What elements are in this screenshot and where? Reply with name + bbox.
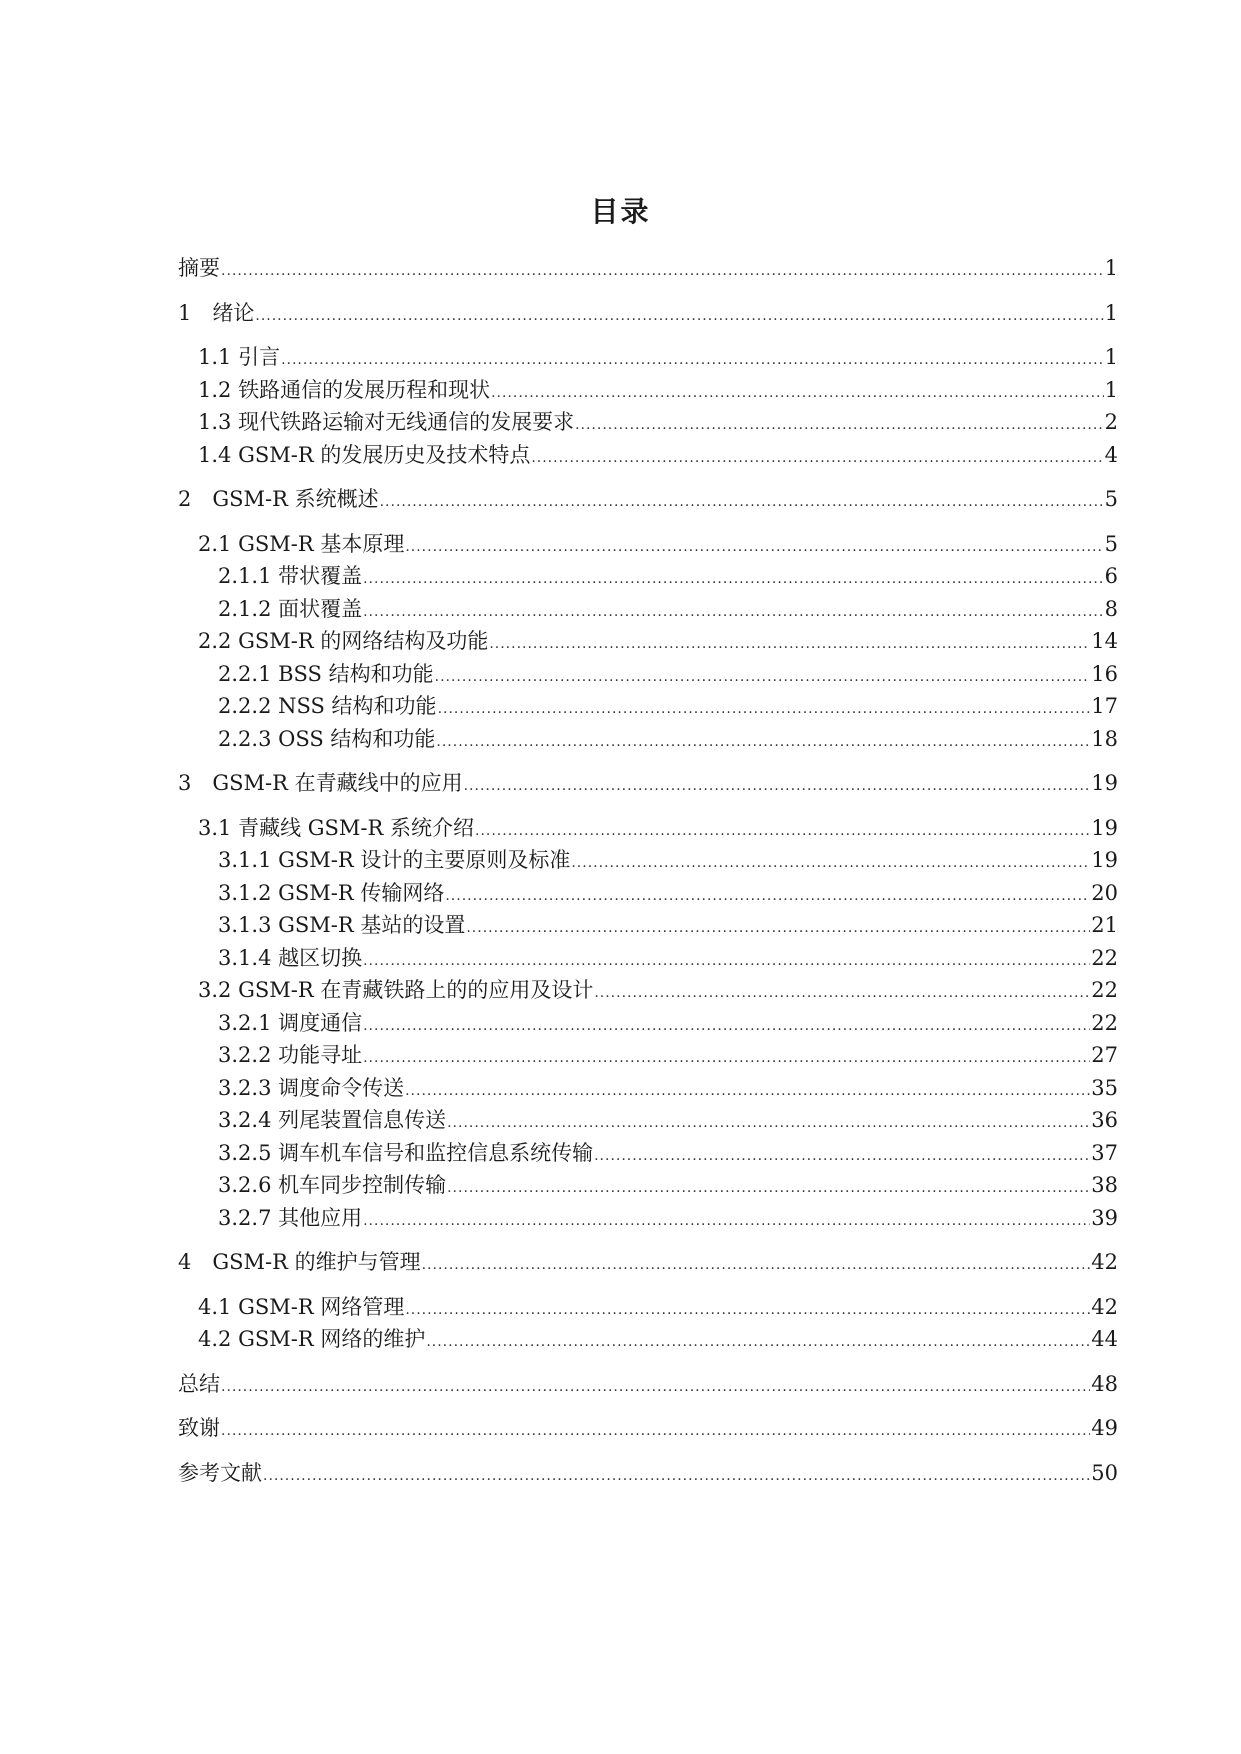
toc-entry[interactable] xyxy=(178,1007,1118,1040)
dot-leader xyxy=(221,1412,1090,1448)
toc-entry-label: 3.1 青藏线 GSM-R 系统介绍 xyxy=(198,815,474,840)
toc-entry-page-number: 6 xyxy=(1104,564,1118,588)
dot-leader xyxy=(575,406,1104,442)
toc-entry[interactable] xyxy=(178,1104,1118,1137)
toc-entry-label: 1.4 GSM-R 的发展历史及技术特点 xyxy=(198,442,531,467)
dot-leader xyxy=(263,1457,1090,1493)
toc-entry[interactable] xyxy=(178,1412,1118,1445)
toc-entry-page-number: 19 xyxy=(1091,815,1118,840)
toc-entry-label: 致谢 xyxy=(178,1416,220,1440)
toc-entry[interactable] xyxy=(178,1323,1118,1356)
toc-entry-page-number: 19 xyxy=(1091,848,1118,872)
dot-leader xyxy=(436,723,1090,759)
toc-entry[interactable] xyxy=(178,483,1118,516)
dot-leader xyxy=(221,1368,1090,1404)
toc-entry-page-number: 14 xyxy=(1091,629,1118,653)
toc-entry-label: 3.1.1 GSM-R 设计的主要原则及标准 xyxy=(218,848,571,872)
toc-entry-page-number: 35 xyxy=(1091,1075,1118,1100)
dot-leader xyxy=(594,1137,1090,1173)
dot-leader xyxy=(363,1007,1090,1043)
dot-leader xyxy=(405,1072,1090,1108)
toc-entry-page-number: 8 xyxy=(1104,596,1118,621)
dot-leader xyxy=(466,909,1090,945)
toc-entry-label: 2.1.1 带状覆盖 xyxy=(218,564,363,588)
toc-entry-label: 4.2 GSM-R 网络的维护 xyxy=(198,1327,426,1351)
toc-entry-label: 1.1 引言 xyxy=(198,345,281,369)
toc-entry-page-number: 16 xyxy=(1091,661,1118,686)
dot-leader xyxy=(221,252,1104,288)
dot-leader xyxy=(464,767,1091,803)
toc-entry-page-number: 2 xyxy=(1104,410,1118,434)
dot-leader xyxy=(438,690,1091,726)
toc-entry-page-number: 1 xyxy=(1104,256,1118,280)
toc-entry-label: 4.1 GSM-R 网络管理 xyxy=(198,1294,405,1319)
toc-entry-label: 3.2.5 调车机车信号和监控信息系统传输 xyxy=(218,1140,594,1165)
page-title: 目录 xyxy=(590,195,651,228)
dot-leader xyxy=(363,1039,1090,1075)
toc-entry[interactable] xyxy=(178,767,1118,800)
dot-leader xyxy=(489,625,1090,661)
dot-leader xyxy=(363,1202,1090,1238)
toc-entry[interactable] xyxy=(178,909,1118,942)
toc-entry[interactable] xyxy=(178,1072,1118,1105)
toc-entry[interactable] xyxy=(178,1457,1118,1490)
toc-entry[interactable] xyxy=(178,812,1118,845)
toc-entry[interactable] xyxy=(178,942,1118,975)
toc-entry-label: 摘要 xyxy=(178,256,220,280)
dot-leader xyxy=(447,1169,1090,1205)
toc-entry-page-number: 49 xyxy=(1091,1416,1118,1440)
toc-entry-page-number: 1 xyxy=(1104,300,1118,325)
toc-entry-label: 2.2.2 NSS 结构和功能 xyxy=(218,694,437,718)
toc-entry[interactable] xyxy=(178,625,1118,658)
toc-entry[interactable] xyxy=(178,1246,1118,1279)
toc-entry[interactable] xyxy=(178,406,1118,439)
toc-entry-label: 2.2.3 OSS 结构和功能 xyxy=(218,726,436,751)
dot-leader xyxy=(447,1104,1090,1140)
toc-entry[interactable] xyxy=(178,593,1118,626)
dot-leader xyxy=(281,341,1104,377)
toc-entry-page-number: 27 xyxy=(1091,1043,1118,1067)
toc-entry[interactable] xyxy=(178,439,1118,472)
toc-entry-page-number: 17 xyxy=(1091,694,1118,718)
toc-entry-page-number: 42 xyxy=(1091,1250,1118,1274)
dot-leader xyxy=(531,439,1103,475)
toc-entry-label: 2.2 GSM-R 的网络结构及功能 xyxy=(198,629,489,653)
toc-entry-label: 2.1.2 面状覆盖 xyxy=(218,596,363,621)
toc-entry-page-number: 39 xyxy=(1091,1205,1118,1230)
toc-entry[interactable] xyxy=(178,1202,1118,1235)
toc-entry-label: 3.1.2 GSM-R 传输网络 xyxy=(218,880,445,905)
toc-entry-page-number: 44 xyxy=(1091,1327,1118,1351)
dot-leader xyxy=(426,1323,1090,1359)
toc-entry-label: 3.1.4 越区切换 xyxy=(218,945,363,970)
toc-entry[interactable] xyxy=(178,690,1118,723)
toc-entry-label: 2.1 GSM-R 基本原理 xyxy=(198,531,405,556)
dot-leader xyxy=(491,374,1104,410)
toc-entry-label: 3 GSM-R 在青藏线中的应用 xyxy=(178,771,463,795)
toc-entry[interactable] xyxy=(178,374,1118,407)
toc-entry-page-number: 38 xyxy=(1091,1173,1118,1197)
toc-entry[interactable] xyxy=(178,1137,1118,1170)
toc-entry-page-number: 1 xyxy=(1104,377,1118,402)
dot-leader xyxy=(475,812,1090,848)
toc-entry-label: 3.2.3 调度命令传送 xyxy=(218,1075,405,1100)
toc-entry-label: 3.2.7 其他应用 xyxy=(218,1205,363,1230)
toc-entry[interactable] xyxy=(178,844,1118,877)
toc-entry-page-number: 22 xyxy=(1091,978,1118,1002)
toc-entry[interactable] xyxy=(178,1039,1118,1072)
toc-entry[interactable] xyxy=(178,252,1118,285)
toc-entry-label: 1 绪论 xyxy=(178,300,255,325)
toc-entry[interactable] xyxy=(178,341,1118,374)
toc-entry-label: 3.1.3 GSM-R 基站的设置 xyxy=(218,913,466,937)
toc-entry-label: 2.2.1 BSS 结构和功能 xyxy=(218,661,434,686)
dot-leader xyxy=(405,528,1103,564)
toc-entry-label: 4 GSM-R 的维护与管理 xyxy=(178,1250,421,1274)
toc-entry[interactable] xyxy=(178,1169,1118,1202)
dot-leader xyxy=(363,593,1104,629)
toc-entry-label: 3.2.1 调度通信 xyxy=(218,1010,363,1035)
toc-entry-label: 参考文献 xyxy=(178,1460,262,1485)
table-of-contents xyxy=(178,252,1118,1489)
toc-entry-page-number: 42 xyxy=(1091,1294,1118,1319)
dot-leader xyxy=(255,297,1103,333)
toc-entry-label: 3.2 GSM-R 在青藏铁路上的的应用及设计 xyxy=(198,978,594,1002)
toc-entry-page-number: 5 xyxy=(1104,487,1118,511)
toc-entry-page-number: 5 xyxy=(1104,531,1118,556)
toc-entry-label: 总结 xyxy=(178,1371,220,1396)
dot-leader xyxy=(405,1291,1090,1327)
toc-entry-page-number: 50 xyxy=(1091,1460,1118,1485)
toc-entry[interactable] xyxy=(178,658,1118,691)
toc-entry-label: 3.2.2 功能寻址 xyxy=(218,1043,363,1067)
dot-leader xyxy=(445,877,1090,913)
dot-leader xyxy=(571,844,1090,880)
toc-entry-page-number: 4 xyxy=(1104,442,1118,467)
toc-entry-label: 3.2.6 机车同步控制传输 xyxy=(218,1173,447,1197)
dot-leader xyxy=(594,974,1090,1010)
toc-entry-page-number: 22 xyxy=(1091,1010,1118,1035)
toc-entry-page-number: 19 xyxy=(1091,771,1118,795)
toc-entry-label: 2 GSM-R 系统概述 xyxy=(178,487,379,511)
toc-entry-page-number: 1 xyxy=(1104,345,1118,369)
toc-entry-page-number: 18 xyxy=(1091,726,1118,751)
toc-entry-page-number: 22 xyxy=(1091,945,1118,970)
toc-entry[interactable] xyxy=(178,297,1118,330)
toc-entry[interactable] xyxy=(178,1368,1118,1401)
dot-leader xyxy=(363,560,1104,596)
toc-entry[interactable] xyxy=(178,974,1118,1007)
toc-entry-label: 1.2 铁路通信的发展历程和现状 xyxy=(198,377,491,402)
toc-entry-page-number: 20 xyxy=(1091,880,1118,905)
dot-leader xyxy=(435,658,1091,694)
toc-entry-page-number: 37 xyxy=(1091,1140,1118,1165)
toc-entry[interactable] xyxy=(178,877,1118,910)
toc-entry[interactable] xyxy=(178,560,1118,593)
dot-leader xyxy=(422,1246,1091,1282)
dot-leader xyxy=(363,942,1090,978)
toc-entry-label: 1.3 现代铁路运输对无线通信的发展要求 xyxy=(198,410,575,434)
toc-entry-page-number: 36 xyxy=(1091,1108,1118,1132)
toc-entry-page-number: 48 xyxy=(1091,1371,1118,1396)
toc-entry[interactable] xyxy=(178,723,1118,756)
dot-leader xyxy=(380,483,1104,519)
toc-entry[interactable] xyxy=(178,528,1118,561)
toc-entry-page-number: 21 xyxy=(1091,913,1118,937)
toc-entry[interactable] xyxy=(178,1291,1118,1324)
toc-entry-label: 3.2.4 列尾装置信息传送 xyxy=(218,1108,447,1132)
